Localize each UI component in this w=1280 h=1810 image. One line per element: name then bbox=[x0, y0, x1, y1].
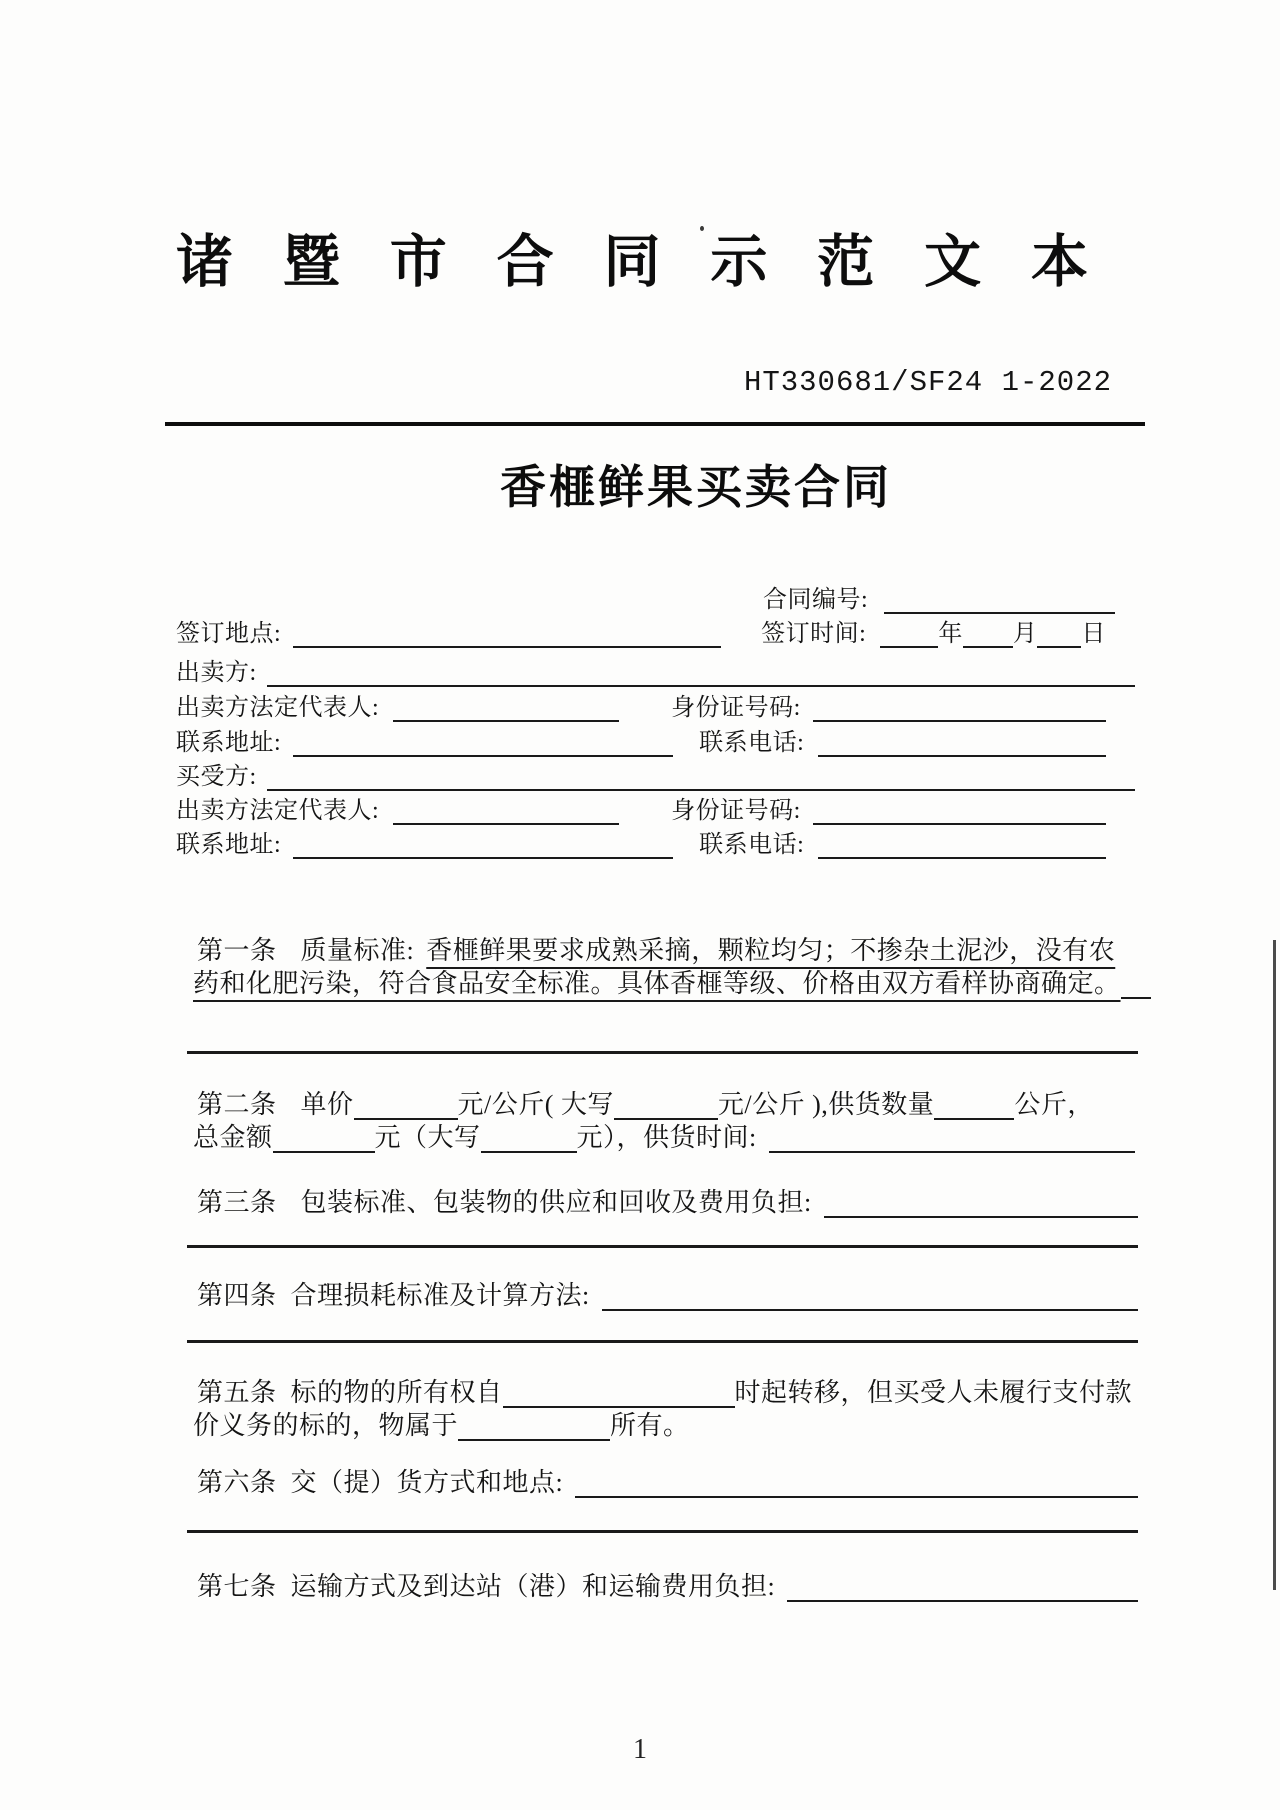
clause-3-text: 包装标准、包装物的供应和回收及费用负担: bbox=[300, 1188, 812, 1217]
clause-2-kg-label: 公斤， bbox=[1014, 1090, 1094, 1119]
clause-2-yuan-per-kg-open: 元/公斤( 大写 bbox=[457, 1090, 614, 1119]
spread-char: 合 bbox=[496, 230, 554, 294]
clause-2-yuan-per-kg-close: 元/公斤 ),供货数量 bbox=[717, 1090, 935, 1119]
buyer-rep-label: 出卖方法定代表人: bbox=[176, 798, 380, 824]
spread-char: 诸 bbox=[176, 230, 233, 294]
clause-6-text: 交（提）货方式和地点: bbox=[290, 1468, 564, 1497]
spread-char: 范 bbox=[817, 230, 875, 294]
spread-char: 文 bbox=[924, 230, 982, 294]
buyer-id-label: 身份证号码: bbox=[671, 798, 801, 824]
header-rule bbox=[165, 422, 1145, 426]
scan-speck bbox=[700, 226, 704, 231]
clause-1-number: 第一条 bbox=[197, 936, 277, 965]
seller-addr-blank bbox=[293, 755, 673, 757]
seller-label: 出卖方: bbox=[176, 660, 257, 686]
contract-no-label: 合同编号: bbox=[763, 587, 869, 613]
owner-blank bbox=[458, 1439, 610, 1441]
clause-7-text: 运输方式及到达站（港）和运输费用负担: bbox=[290, 1572, 776, 1601]
clause-3-blank bbox=[824, 1216, 1138, 1218]
sign-month-blank bbox=[963, 646, 1013, 648]
seller-row bbox=[176, 657, 1135, 689]
clause-5-line-1 bbox=[197, 1376, 1132, 1410]
contract-no-row bbox=[763, 584, 1115, 616]
clause-7-blank bbox=[787, 1600, 1138, 1602]
clause-4-blank bbox=[602, 1309, 1138, 1311]
spread-char: 市 bbox=[389, 230, 447, 294]
unit-price-words-blank bbox=[614, 1118, 718, 1120]
clause-2-unit-price-label: 单价 bbox=[300, 1090, 354, 1119]
supply-time-blank bbox=[769, 1151, 1135, 1153]
clause-5-seg-1: 标的物的所有权自 bbox=[290, 1378, 503, 1407]
page-number: 1 bbox=[633, 1734, 647, 1765]
clause-2-line-2 bbox=[193, 1121, 1135, 1155]
clause-3-row bbox=[197, 1186, 1138, 1220]
seller-phone-label: 联系电话: bbox=[699, 730, 805, 756]
document-code: HT330681/SF24 1-2022 bbox=[743, 366, 1112, 399]
clause-1-fill-line bbox=[187, 1051, 1138, 1054]
buyer-id-blank bbox=[813, 823, 1106, 825]
spread-char: 暨 bbox=[282, 230, 340, 294]
ownership-time-blank bbox=[503, 1406, 735, 1408]
clause-4-text: 合理损耗标准及计算方法: bbox=[290, 1281, 590, 1310]
clause-3-fill-line bbox=[187, 1245, 1138, 1248]
clause-5-seg-4: 所有。 bbox=[610, 1411, 690, 1440]
seller-rep-row bbox=[176, 692, 1106, 724]
buyer-phone-label: 联系电话: bbox=[699, 832, 805, 858]
clause-5-line-2 bbox=[193, 1409, 690, 1443]
contract-title: 香榧鲜果买卖合同 bbox=[500, 462, 892, 513]
sign-row bbox=[176, 618, 1106, 650]
clause-2-number: 第二条 bbox=[197, 1090, 277, 1119]
seller-blank bbox=[267, 685, 1135, 687]
clause-2-total-label: 总金额 bbox=[193, 1123, 273, 1152]
total-amount-blank bbox=[273, 1151, 375, 1153]
clause-6-number: 第六条 bbox=[197, 1468, 277, 1497]
seller-addr-label: 联系地址: bbox=[176, 730, 282, 756]
clause-2-line-1 bbox=[197, 1088, 1094, 1122]
sign-year-blank bbox=[880, 646, 938, 648]
seller-id-label: 身份证号码: bbox=[671, 695, 801, 721]
day-label: 日 bbox=[1081, 621, 1106, 647]
sign-time-label: 签订时间: bbox=[761, 621, 867, 647]
contract-no-blank bbox=[884, 612, 1115, 614]
sign-day-blank bbox=[1037, 646, 1081, 648]
scan-edge-line bbox=[1273, 940, 1276, 1590]
clause-3-number: 第三条 bbox=[197, 1188, 277, 1217]
unit-price-blank bbox=[354, 1118, 458, 1120]
clause-2-yuan-close-time: 元），供货时间: bbox=[576, 1123, 757, 1152]
buyer-rep-row bbox=[176, 795, 1106, 827]
clause-6-row bbox=[197, 1466, 1138, 1500]
buyer-label: 买受方: bbox=[176, 764, 257, 790]
buyer-row bbox=[176, 761, 1135, 793]
clause-7-row bbox=[197, 1570, 1138, 1604]
clause-6-fill-line bbox=[187, 1530, 1138, 1533]
seller-rep-label: 出卖方法定代表人: bbox=[176, 695, 380, 721]
month-label: 月 bbox=[1012, 621, 1038, 647]
spread-header-title bbox=[176, 232, 1088, 292]
clause-5-seg-2: 时起转移，但买受人未履行支付款 bbox=[734, 1378, 1133, 1407]
buyer-contact-row bbox=[176, 829, 1106, 861]
spread-char: 本 bbox=[1031, 230, 1088, 294]
buyer-addr-blank bbox=[293, 857, 673, 859]
clause-4-row bbox=[197, 1279, 1138, 1313]
clause-1-text-1: 香榧鲜果要求成熟采摘，颗粒均匀；不掺杂土泥沙，没有农 bbox=[426, 936, 1116, 965]
clause-5-number: 第五条 bbox=[197, 1378, 277, 1407]
clause-1-line-1 bbox=[197, 934, 1115, 968]
clause-1-text-2: 药和化肥污染，符合食品安全标准。具体香榧等级、价格由双方看样协商确定。 bbox=[193, 969, 1121, 998]
clause-5-seg-3: 价义务的标的，物属于 bbox=[193, 1411, 459, 1440]
total-words-blank bbox=[481, 1151, 577, 1153]
spread-char: 示 bbox=[710, 230, 768, 294]
clause-7-number: 第七条 bbox=[197, 1572, 277, 1601]
quantity-blank bbox=[934, 1118, 1014, 1120]
clause-4-fill-line bbox=[187, 1340, 1138, 1343]
year-label: 年 bbox=[938, 621, 963, 647]
buyer-blank bbox=[267, 789, 1135, 791]
seller-phone-blank bbox=[818, 755, 1106, 757]
seller-id-blank bbox=[813, 720, 1106, 722]
clause-1-label: 质量标准: bbox=[300, 936, 415, 965]
buyer-addr-label: 联系地址: bbox=[176, 832, 282, 858]
clause-1-line-2 bbox=[193, 967, 1151, 1001]
sign-place-label: 签订地点: bbox=[176, 621, 282, 647]
clause-6-blank bbox=[575, 1496, 1138, 1498]
seller-rep-blank bbox=[393, 720, 619, 722]
clause-1-line-2-tail bbox=[1121, 997, 1151, 999]
spread-char: 同 bbox=[603, 230, 661, 294]
clause-4-number: 第四条 bbox=[197, 1281, 277, 1310]
buyer-phone-blank bbox=[818, 857, 1106, 859]
buyer-rep-blank bbox=[393, 823, 619, 825]
seller-contact-row bbox=[176, 727, 1106, 759]
sign-place-blank bbox=[293, 646, 721, 648]
clause-2-yuan-open: 元（大写 bbox=[374, 1123, 481, 1152]
